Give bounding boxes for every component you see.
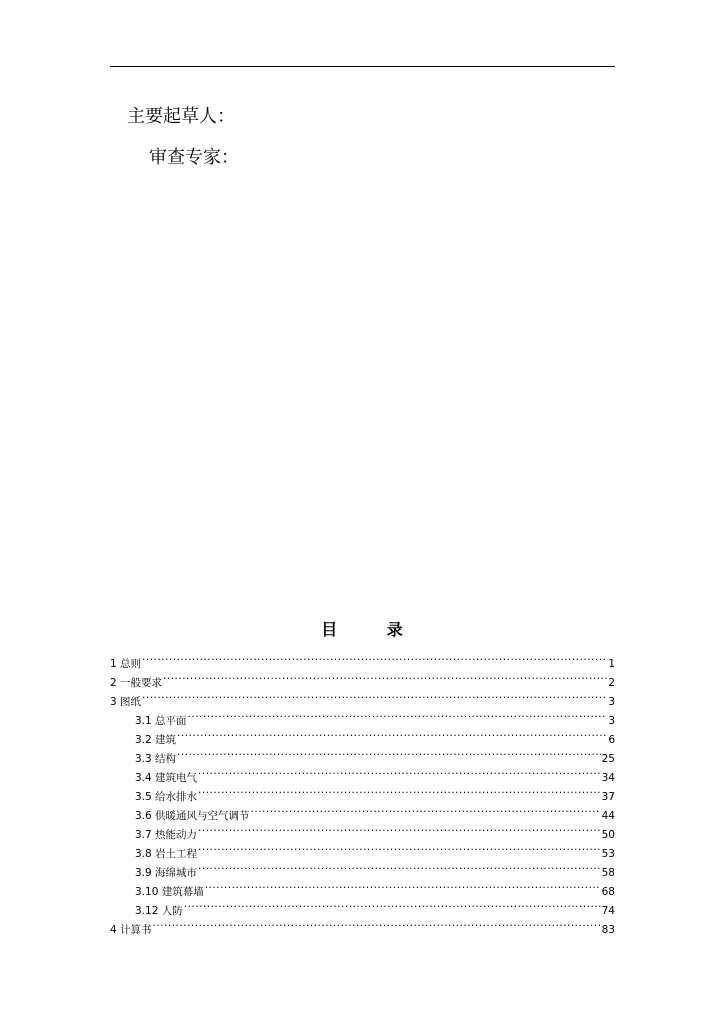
toc-leader-dots — [177, 724, 607, 743]
toc-entry-page: 37 — [601, 791, 615, 803]
toc-entry[interactable] — [110, 762, 615, 784]
toc-entry-page: 44 — [601, 810, 615, 822]
toc-entry-page: 25 — [601, 753, 615, 765]
toc-leader-dots — [198, 857, 601, 876]
toc-entry-label: 3.4 建筑电气 — [135, 772, 198, 784]
toc-entry-label: 1 总则 — [110, 658, 142, 670]
toc-leader-dots — [198, 838, 601, 857]
toc-entry-page: 6 — [608, 734, 615, 746]
toc-leader-dots — [177, 743, 601, 762]
toc-entry-label: 3 图纸 — [110, 696, 142, 708]
toc-entry-label: 3.2 建筑 — [135, 734, 177, 746]
toc-entry-label: 3.7 热能动力 — [135, 829, 198, 841]
table-of-contents — [110, 648, 615, 936]
toc-leader-dots — [251, 800, 601, 819]
toc-entry[interactable] — [110, 648, 615, 670]
toc-entry[interactable] — [110, 895, 615, 917]
toc-entry-page: 2 — [608, 677, 615, 689]
toc-leader-dots — [198, 781, 601, 800]
toc-entry[interactable] — [110, 705, 615, 727]
main-drafters-label: 主要起草人： — [127, 106, 235, 127]
toc-entry-page: 3 — [608, 715, 615, 727]
toc-leader-dots — [205, 876, 601, 895]
toc-leader-dots — [184, 895, 601, 914]
toc-entry-page: 53 — [601, 848, 615, 860]
toc-leader-dots — [188, 705, 608, 724]
toc-entry-label: 3.10 建筑幕墙 — [135, 886, 204, 898]
header-rule — [110, 66, 615, 67]
review-experts-label: 审查专家： — [149, 147, 239, 168]
toc-entry[interactable] — [110, 743, 615, 765]
toc-entry[interactable] — [110, 724, 615, 746]
toc-entry-label: 3.6 供暖通风与空气调节 — [135, 810, 250, 822]
toc-leader-dots — [153, 914, 601, 933]
toc-leader-dots — [142, 648, 607, 667]
toc-entry[interactable] — [110, 686, 615, 708]
toc-leader-dots — [198, 819, 601, 838]
toc-entry-page: 1 — [608, 658, 615, 670]
toc-title: 目 录 — [321, 620, 425, 639]
toc-entry-label: 3.5 给水排水 — [135, 791, 198, 803]
toc-entry-page: 34 — [601, 772, 615, 784]
toc-entry-label: 3.8 岩土工程 — [135, 848, 198, 860]
toc-entry-label: 4 计算书 — [110, 924, 152, 936]
toc-leader-dots — [142, 686, 607, 705]
toc-entry-label: 3.9 海绵城市 — [135, 867, 198, 879]
toc-leader-dots — [198, 762, 601, 781]
toc-entry-page: 58 — [601, 867, 615, 879]
toc-entry-page: 68 — [601, 886, 615, 898]
toc-entry-label: 2 一般要求 — [110, 677, 163, 689]
toc-entry-page: 74 — [601, 905, 615, 917]
toc-entry-page: 83 — [601, 924, 615, 936]
toc-entry-label: 3.1 总平面 — [135, 715, 187, 727]
toc-entry-label: 3.3 结构 — [135, 753, 177, 765]
toc-leader-dots — [163, 667, 607, 686]
toc-entry[interactable] — [110, 667, 615, 689]
toc-entry-label: 3.12 人防 — [135, 905, 183, 917]
toc-entry[interactable] — [110, 914, 615, 936]
toc-entry-page: 3 — [608, 696, 615, 708]
toc-entry-page: 50 — [601, 829, 615, 841]
